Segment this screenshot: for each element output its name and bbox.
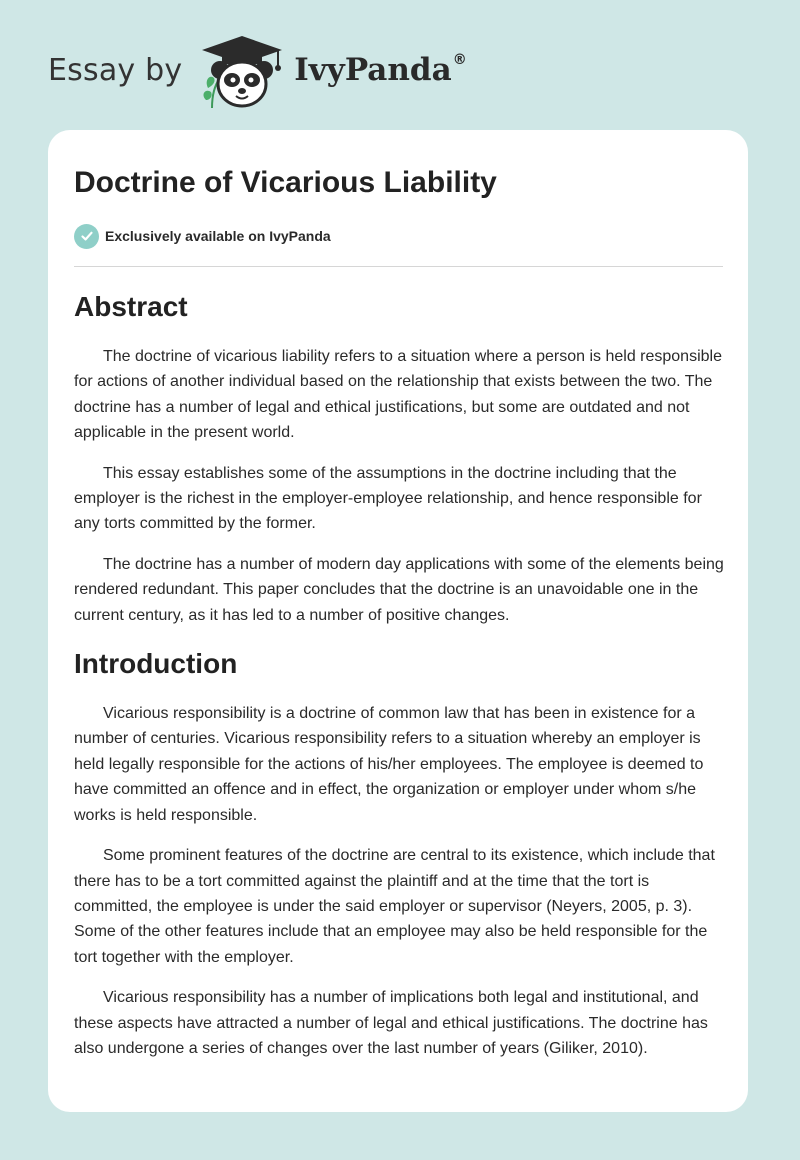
abstract-paragraph-3: The doctrine has a number of modern day applications with some of the elements being rendered redundant. This paper concludes that the doctrine is an unavoidable one in the current century, as it has led to a number of positive changes. (74, 555, 724, 624)
registered-mark: ® (452, 52, 467, 68)
abstract-paragraph-1: The doctrine of vicarious liability refers to a situation where a person is held responsible for actions of another individual based on the relationship that exists between the two. The doctrine has a number of legal and ethical justifications, but some are outdated and not applicable in the present world. (74, 348, 722, 442)
site-header (48, 30, 467, 110)
divider (74, 266, 723, 267)
check-icon (74, 224, 99, 249)
abstract-paragraph-2: This essay establishes some of the assumptions in the doctrine including that the employer is the richest in the employer-employee relationship, and hence responsible for any torts committed by the former. (74, 464, 702, 533)
brand-name[interactable] (294, 52, 466, 88)
brand-text: IvyPanda (294, 52, 452, 88)
essay-card (48, 130, 748, 1112)
section-heading-abstract: Abstract (74, 291, 188, 322)
exclusive-badge (74, 223, 724, 249)
ivypanda-logo-icon[interactable] (196, 30, 288, 110)
introduction-paragraph-2: Some prominent features of the doctrine are central to its existence, which include that there has to be a tort committed against the plaintiff and at the time that the tort is committed, the employee is under the said employer or supervisor (Neyers, 2005, p. 3). Some of the other features include that an employee may also be held responsible for the tort together with the employer. (74, 847, 715, 966)
introduction-paragraph-3: Vicarious responsibility has a number of implications both legal and institutional, and these aspects have attracted a number of legal and ethical justifications. The doctrine has also undergone a series of changes over the last number of years (Giliker, 2010). (74, 989, 708, 1057)
exclusive-badge-label: Exclusively available on IvyPanda (105, 228, 331, 244)
essay-content (74, 160, 724, 1061)
essay-by-label: Essay by (48, 52, 183, 88)
page-title: Doctrine of Vicarious Liability (74, 166, 497, 199)
introduction-paragraph-1: Vicarious responsibility is a doctrine of common law that has been in existence for a number of centuries. Vicarious responsibility refers to a situation whereby an employer is held legally responsible for the actions of his/her employees. The employee is deemed to have committed an offence and in effect, the organization or employer under whom s/he works is held responsible. (74, 705, 704, 824)
section-heading-introduction: Introduction (74, 648, 238, 680)
